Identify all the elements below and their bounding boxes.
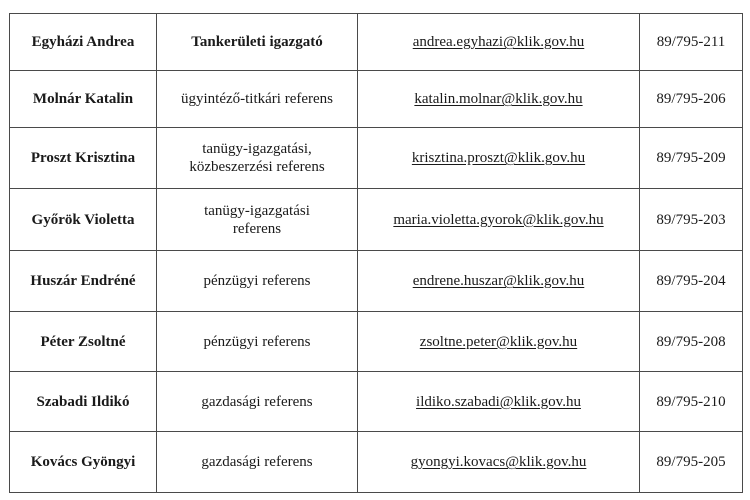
table-row: [10, 189, 743, 251]
email-link[interactable]: maria.violetta.gyorok@klik.gov.hu: [393, 211, 604, 228]
name-cell: Kovács Gyöngyi: [10, 432, 157, 493]
table-row: [10, 432, 743, 493]
email-cell: [358, 189, 640, 251]
role-line-2: közbeszerzési referens: [189, 159, 325, 175]
role-cell: pénzügyi referens: [157, 312, 358, 372]
email-link[interactable]: endrene.huszar@klik.gov.hu: [412, 273, 585, 289]
email-cell: [358, 312, 640, 372]
email-cell: [358, 71, 640, 128]
email-cell: [358, 432, 640, 493]
phone-cell: 89/795-206: [640, 71, 743, 128]
email-link[interactable]: andrea.egyhazi@klik.gov.hu: [412, 34, 585, 50]
email-link[interactable]: katalin.molnar@klik.gov.hu: [414, 91, 583, 107]
role-cell: [157, 189, 358, 251]
phone-cell: 89/795-211: [640, 14, 743, 71]
email-cell: [358, 128, 640, 189]
phone-cell: 89/795-205: [640, 432, 743, 493]
name-cell: Egyházi Andrea: [10, 14, 157, 71]
role-cell: gazdasági referens: [157, 372, 358, 432]
phone-cell: 89/795-209: [640, 128, 743, 189]
table-row: [10, 71, 743, 128]
table-row: [10, 14, 743, 71]
phone-cell: 89/795-203: [640, 189, 743, 251]
role-cell: gazdasági referens: [157, 432, 358, 493]
role-cell: [157, 128, 358, 189]
table-row: [10, 312, 743, 372]
name-cell: Proszt Krisztina: [10, 128, 157, 189]
table-row: [10, 128, 743, 189]
name-cell: Győrök Violetta: [10, 189, 157, 251]
email-link[interactable]: gyongyi.kovacs@klik.gov.hu: [410, 454, 587, 470]
email-link[interactable]: ildiko.szabadi@klik.gov.hu: [416, 393, 581, 410]
email-link[interactable]: krisztina.proszt@klik.gov.hu: [411, 150, 586, 166]
role-line-2: referens: [232, 220, 282, 237]
role-cell: Tankerületi igazgató: [157, 14, 358, 71]
name-cell: Szabadi Ildikó: [10, 372, 157, 432]
email-cell: [358, 251, 640, 312]
table-row: [10, 372, 743, 432]
contact-table: [9, 13, 743, 493]
phone-cell: 89/795-208: [640, 312, 743, 372]
table-row: [10, 251, 743, 312]
role-cell: ügyintéző-titkári referens: [157, 71, 358, 128]
email-cell: [358, 372, 640, 432]
phone-cell: 89/795-210: [640, 372, 743, 432]
phone-cell: 89/795-204: [640, 251, 743, 312]
role-line-1: tanügy-igazgatási: [204, 202, 310, 219]
name-cell: Huszár Endréné: [10, 251, 157, 312]
name-cell: Péter Zsoltné: [10, 312, 157, 372]
role-line-1: tanügy-igazgatási,: [202, 141, 312, 157]
role-cell: pénzügyi referens: [157, 251, 358, 312]
email-cell: [358, 14, 640, 71]
name-cell: Molnár Katalin: [10, 71, 157, 128]
email-link[interactable]: zsoltne.peter@klik.gov.hu: [419, 333, 578, 350]
